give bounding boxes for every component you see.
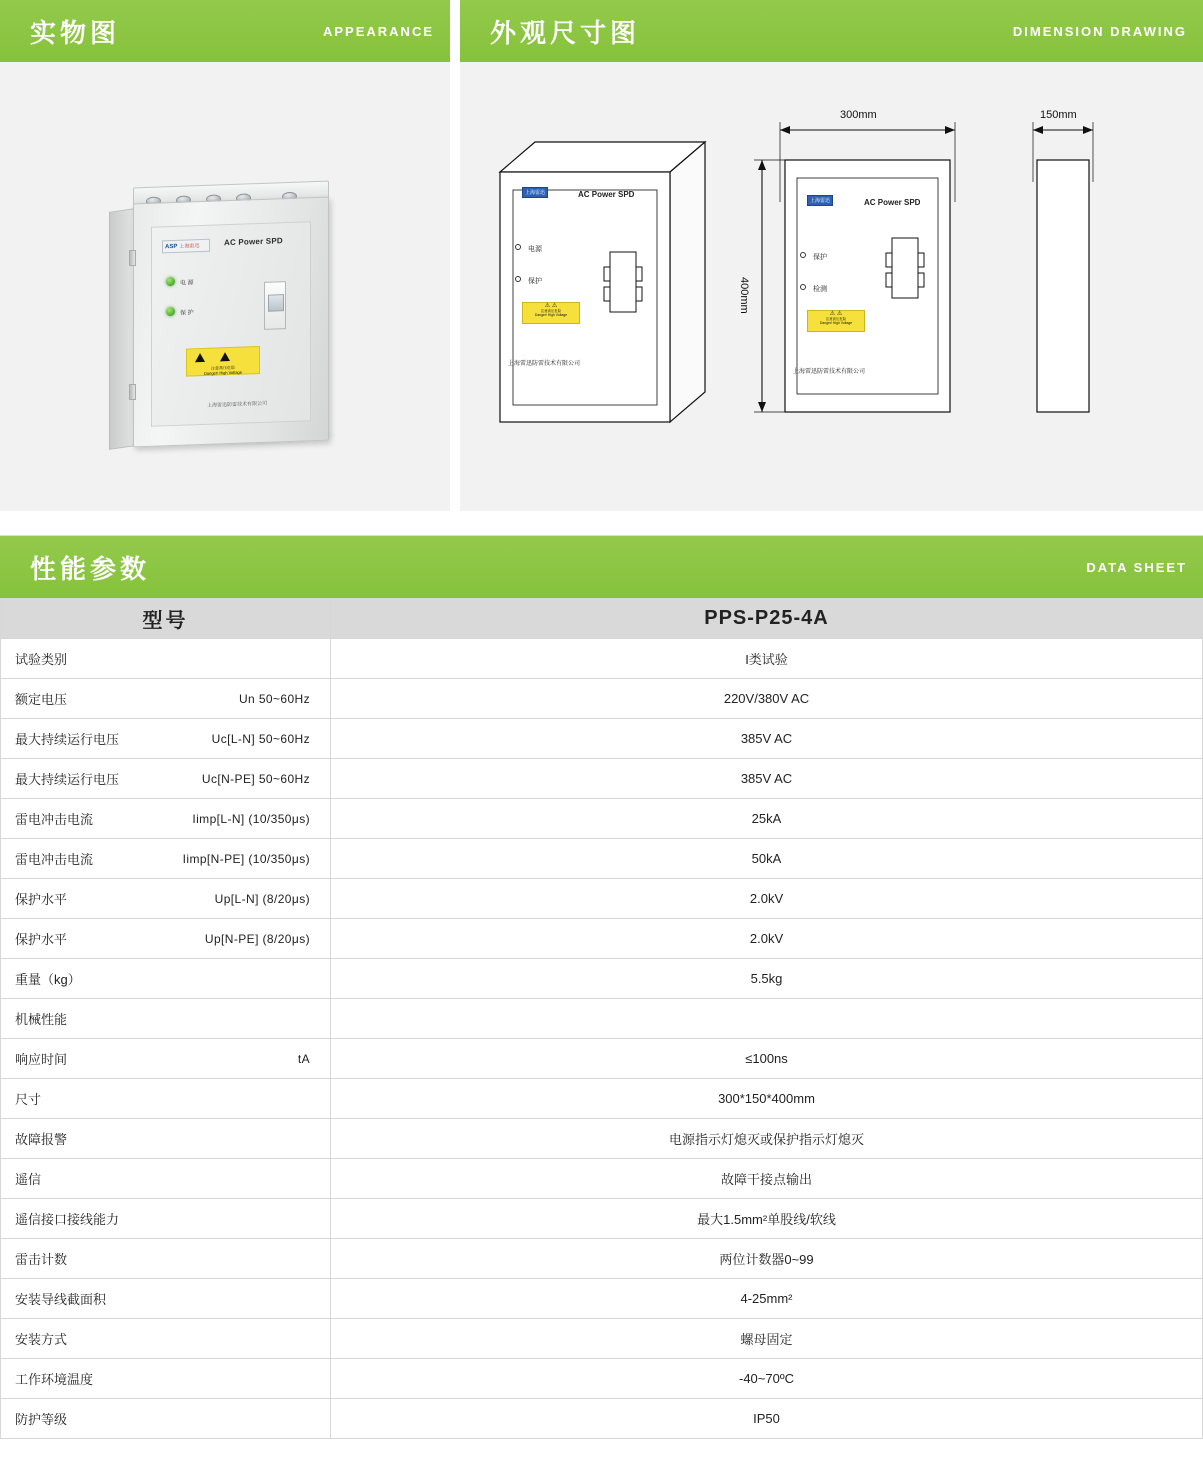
- spec-value-cell: 故障干接点输出: [331, 1159, 1203, 1199]
- spec-label-cell: [1, 639, 331, 679]
- table-row: [1, 719, 1203, 759]
- spec-label: 雷电冲击电流: [15, 852, 94, 867]
- spec-value-cell: 220V/380V AC: [331, 679, 1203, 719]
- table-row: [1, 1039, 1203, 1079]
- hinge-icon: [129, 384, 136, 400]
- front-led-1-icon: [800, 252, 806, 258]
- spec-label-cell: [1, 1239, 331, 1279]
- table-row: [1, 1159, 1203, 1199]
- table-row: [1, 1199, 1203, 1239]
- spec-label-cell: [1, 719, 331, 759]
- spec-label: 防护等级: [15, 1412, 68, 1427]
- spec-label: 保护水平: [15, 932, 68, 947]
- table-row: [1, 1399, 1203, 1439]
- datasheet-section: [0, 535, 1203, 1439]
- iso-warning-cn: 注意高压危险: [540, 308, 562, 313]
- table-row: [1, 1279, 1203, 1319]
- spec-table: [0, 598, 1203, 1439]
- table-row: [1, 959, 1203, 999]
- brand-badge: [162, 239, 210, 254]
- warning-triangle-icon: [195, 353, 205, 362]
- spec-label-cell: [1, 1199, 331, 1239]
- spec-label-cell: [1, 1159, 331, 1199]
- spec-label-cell: [1, 1279, 331, 1319]
- model-header-label: 型号: [1, 599, 331, 639]
- model-header-value: PPS-P25-4A: [331, 599, 1203, 639]
- product-photo: [105, 172, 345, 462]
- warning-text-en: Danger! High Voltage: [203, 369, 243, 376]
- table-row: [1, 1359, 1203, 1399]
- dimension-panel-header: [460, 0, 1203, 62]
- spec-label-cell: [1, 1039, 331, 1079]
- table-row-model: [1, 599, 1203, 639]
- spec-value-cell: 50kA: [331, 839, 1203, 879]
- front-height-dimension: 400mm: [738, 277, 750, 314]
- appearance-panel: [0, 0, 450, 511]
- spec-label: 试验类别: [15, 652, 68, 667]
- appearance-panel-header: [0, 0, 450, 62]
- table-row: [1, 879, 1203, 919]
- spec-label-cell: [1, 879, 331, 919]
- spec-label-cell: [1, 679, 331, 719]
- iso-led-power-icon: [515, 244, 521, 250]
- spec-label: 尺寸: [15, 1092, 42, 1107]
- spec-label-cell: [1, 799, 331, 839]
- spec-label-cell: [1, 999, 331, 1039]
- iso-led-protect-icon: [515, 276, 521, 282]
- spec-value-cell: 25kA: [331, 799, 1203, 839]
- datasheet-title-en: DATA SHEET: [1086, 559, 1187, 575]
- spec-value-cell: 4-25mm²: [331, 1279, 1203, 1319]
- iso-led-protect-label: 保护: [528, 278, 542, 285]
- front-warning-label: ⚠ ⚠ 注意高压危险 Danger! High Voltage: [807, 310, 865, 332]
- brand-name-cn: 上海雷迅: [179, 243, 200, 250]
- front-width-dimension: 300mm: [840, 109, 877, 121]
- front-brand-badge: 上海雷迅: [807, 195, 833, 206]
- spec-label: 安装导线截面积: [15, 1292, 107, 1307]
- spec-label: 雷击计数: [15, 1252, 68, 1267]
- spec-value-cell: 5.5kg: [331, 959, 1203, 999]
- table-row: [1, 799, 1203, 839]
- spec-value-cell: 最大1.5mm²单股线/软线: [331, 1199, 1203, 1239]
- spec-label-cell: [1, 1359, 331, 1399]
- table-row: [1, 679, 1203, 719]
- spec-label-cell: [1, 959, 331, 999]
- side-view-drawing: [1015, 92, 1175, 462]
- front-model-text: AC Power SPD: [864, 198, 921, 207]
- spec-label-cell: [1, 1319, 331, 1359]
- protect-led-icon: [166, 307, 175, 316]
- iso-model-text: AC Power SPD: [578, 190, 635, 199]
- protect-led-label: 保 护: [180, 310, 194, 317]
- warning-text-cn: 注意高压危险: [211, 364, 235, 371]
- spec-label: 机械性能: [15, 1012, 68, 1027]
- spec-label-cell: [1, 1119, 331, 1159]
- spec-label: 额定电压: [15, 692, 68, 707]
- spec-label-sub: Iimp[L-N] (10/350μs): [192, 811, 310, 826]
- iso-company-footer: 上海雷迅防雷技术有限公司: [508, 361, 581, 367]
- dimension-title-cn: 外观尺寸图: [490, 17, 641, 48]
- warning-label: [186, 346, 260, 377]
- spec-label: 雷电冲击电流: [15, 812, 94, 827]
- spec-label: 保护水平: [15, 892, 68, 907]
- iso-led-power-label: 电源: [528, 246, 542, 253]
- iso-brand-badge: 上海雷迅: [522, 187, 548, 198]
- spec-label-cell: [1, 1399, 331, 1439]
- spec-label-cell: [1, 1079, 331, 1119]
- power-led-label: 电 源: [180, 280, 194, 287]
- brand-mark: ASP: [165, 243, 178, 250]
- table-row: [1, 999, 1203, 1039]
- spec-value-cell: 两位计数器0~99: [331, 1239, 1203, 1279]
- spec-label-sub: tA: [297, 1051, 310, 1066]
- product-model-text: AC Power SPD: [224, 236, 283, 248]
- spec-value-cell: IP50: [331, 1399, 1203, 1439]
- front-warning-cn: 注意高压危险: [825, 316, 847, 321]
- iso-warning-en: Danger! High Voltage: [534, 312, 568, 317]
- spec-label-sub: Up[N-PE] (8/20μs): [204, 931, 310, 946]
- spec-label-sub: Uc[L-N] 50~60Hz: [211, 731, 310, 746]
- appearance-panel-body: [0, 62, 450, 511]
- spec-value-cell: 385V AC: [331, 759, 1203, 799]
- front-led-2-icon: [800, 284, 806, 290]
- table-row: [1, 1119, 1203, 1159]
- spec-label-cell: [1, 919, 331, 959]
- spec-value-cell: I类试验: [331, 639, 1203, 679]
- appearance-title-cn: 实物图: [30, 17, 121, 48]
- table-row: [1, 1239, 1203, 1279]
- front-warning-en: Danger! High Voltage: [819, 320, 853, 325]
- dimension-panel-body: [460, 62, 1203, 511]
- spec-label-sub: Un 50~60Hz: [238, 691, 310, 706]
- spec-label-sub: Uc[N-PE] 50~60Hz: [201, 771, 310, 786]
- spec-label-cell: [1, 839, 331, 879]
- table-row: [1, 839, 1203, 879]
- hinge-icon: [129, 250, 136, 266]
- iso-warning-label: ⚠ ⚠ 注意高压危险 Danger! High Voltage: [522, 302, 580, 324]
- datasheet-header: [0, 536, 1203, 598]
- company-footer-text: 上海雷迅防雷技术有限公司: [206, 400, 267, 409]
- spec-label-sub: Up[L-N] (8/20μs): [214, 891, 310, 906]
- dimension-panel: [460, 0, 1203, 511]
- spec-label: 重量（kg）: [15, 972, 81, 987]
- counter-display: [268, 294, 284, 312]
- table-row: [1, 639, 1203, 679]
- spec-value-cell: -40~70ºC: [331, 1359, 1203, 1399]
- spec-label: 故障报警: [15, 1132, 68, 1147]
- counter-window: [264, 281, 286, 330]
- appearance-title-en: APPEARANCE: [322, 23, 434, 39]
- front-company-footer: 上海雷迅防雷技术有限公司: [793, 369, 866, 375]
- spec-label: 最大持续运行电压: [15, 732, 120, 747]
- front-view-drawing: [740, 92, 1000, 462]
- spec-label: 遥信: [15, 1172, 42, 1187]
- top-panels: [0, 0, 1203, 511]
- datasheet-title-cn: 性能参数: [30, 553, 151, 584]
- front-led-2-label: 检测: [813, 286, 827, 293]
- table-row: [1, 1319, 1203, 1359]
- spec-value-cell: ≤100ns: [331, 1039, 1203, 1079]
- dimension-title-en: DIMENSION DRAWING: [1012, 23, 1187, 39]
- spec-label: 工作环境温度: [15, 1372, 94, 1387]
- warning-triangle-icon: [220, 352, 230, 361]
- spec-value-cell: 电源指示灯熄灭或保护指示灯熄灭: [331, 1119, 1203, 1159]
- spec-value-cell: 385V AC: [331, 719, 1203, 759]
- cabinet-front-panel: [151, 221, 311, 427]
- table-row: [1, 919, 1203, 959]
- table-row: [1, 759, 1203, 799]
- spec-value-cell: 螺母固定: [331, 1319, 1203, 1359]
- spec-value-cell: [331, 999, 1203, 1039]
- spec-value-cell: 300*150*400mm: [331, 1079, 1203, 1119]
- front-led-1-label: 保护: [813, 254, 827, 261]
- spec-label: 遥信接口接线能力: [15, 1212, 120, 1227]
- spec-label-sub: Iimp[N-PE] (10/350μs): [182, 851, 310, 866]
- table-row: [1, 1079, 1203, 1119]
- side-width-dimension: 150mm: [1040, 109, 1077, 121]
- spec-value-cell: 2.0kV: [331, 919, 1203, 959]
- spec-label: 安装方式: [15, 1332, 68, 1347]
- spec-label-cell: [1, 759, 331, 799]
- spec-label: 响应时间: [15, 1052, 68, 1067]
- spec-value-cell: 2.0kV: [331, 879, 1203, 919]
- cabinet-side: [109, 208, 135, 450]
- spec-label: 最大持续运行电压: [15, 772, 120, 787]
- power-led-icon: [166, 277, 175, 286]
